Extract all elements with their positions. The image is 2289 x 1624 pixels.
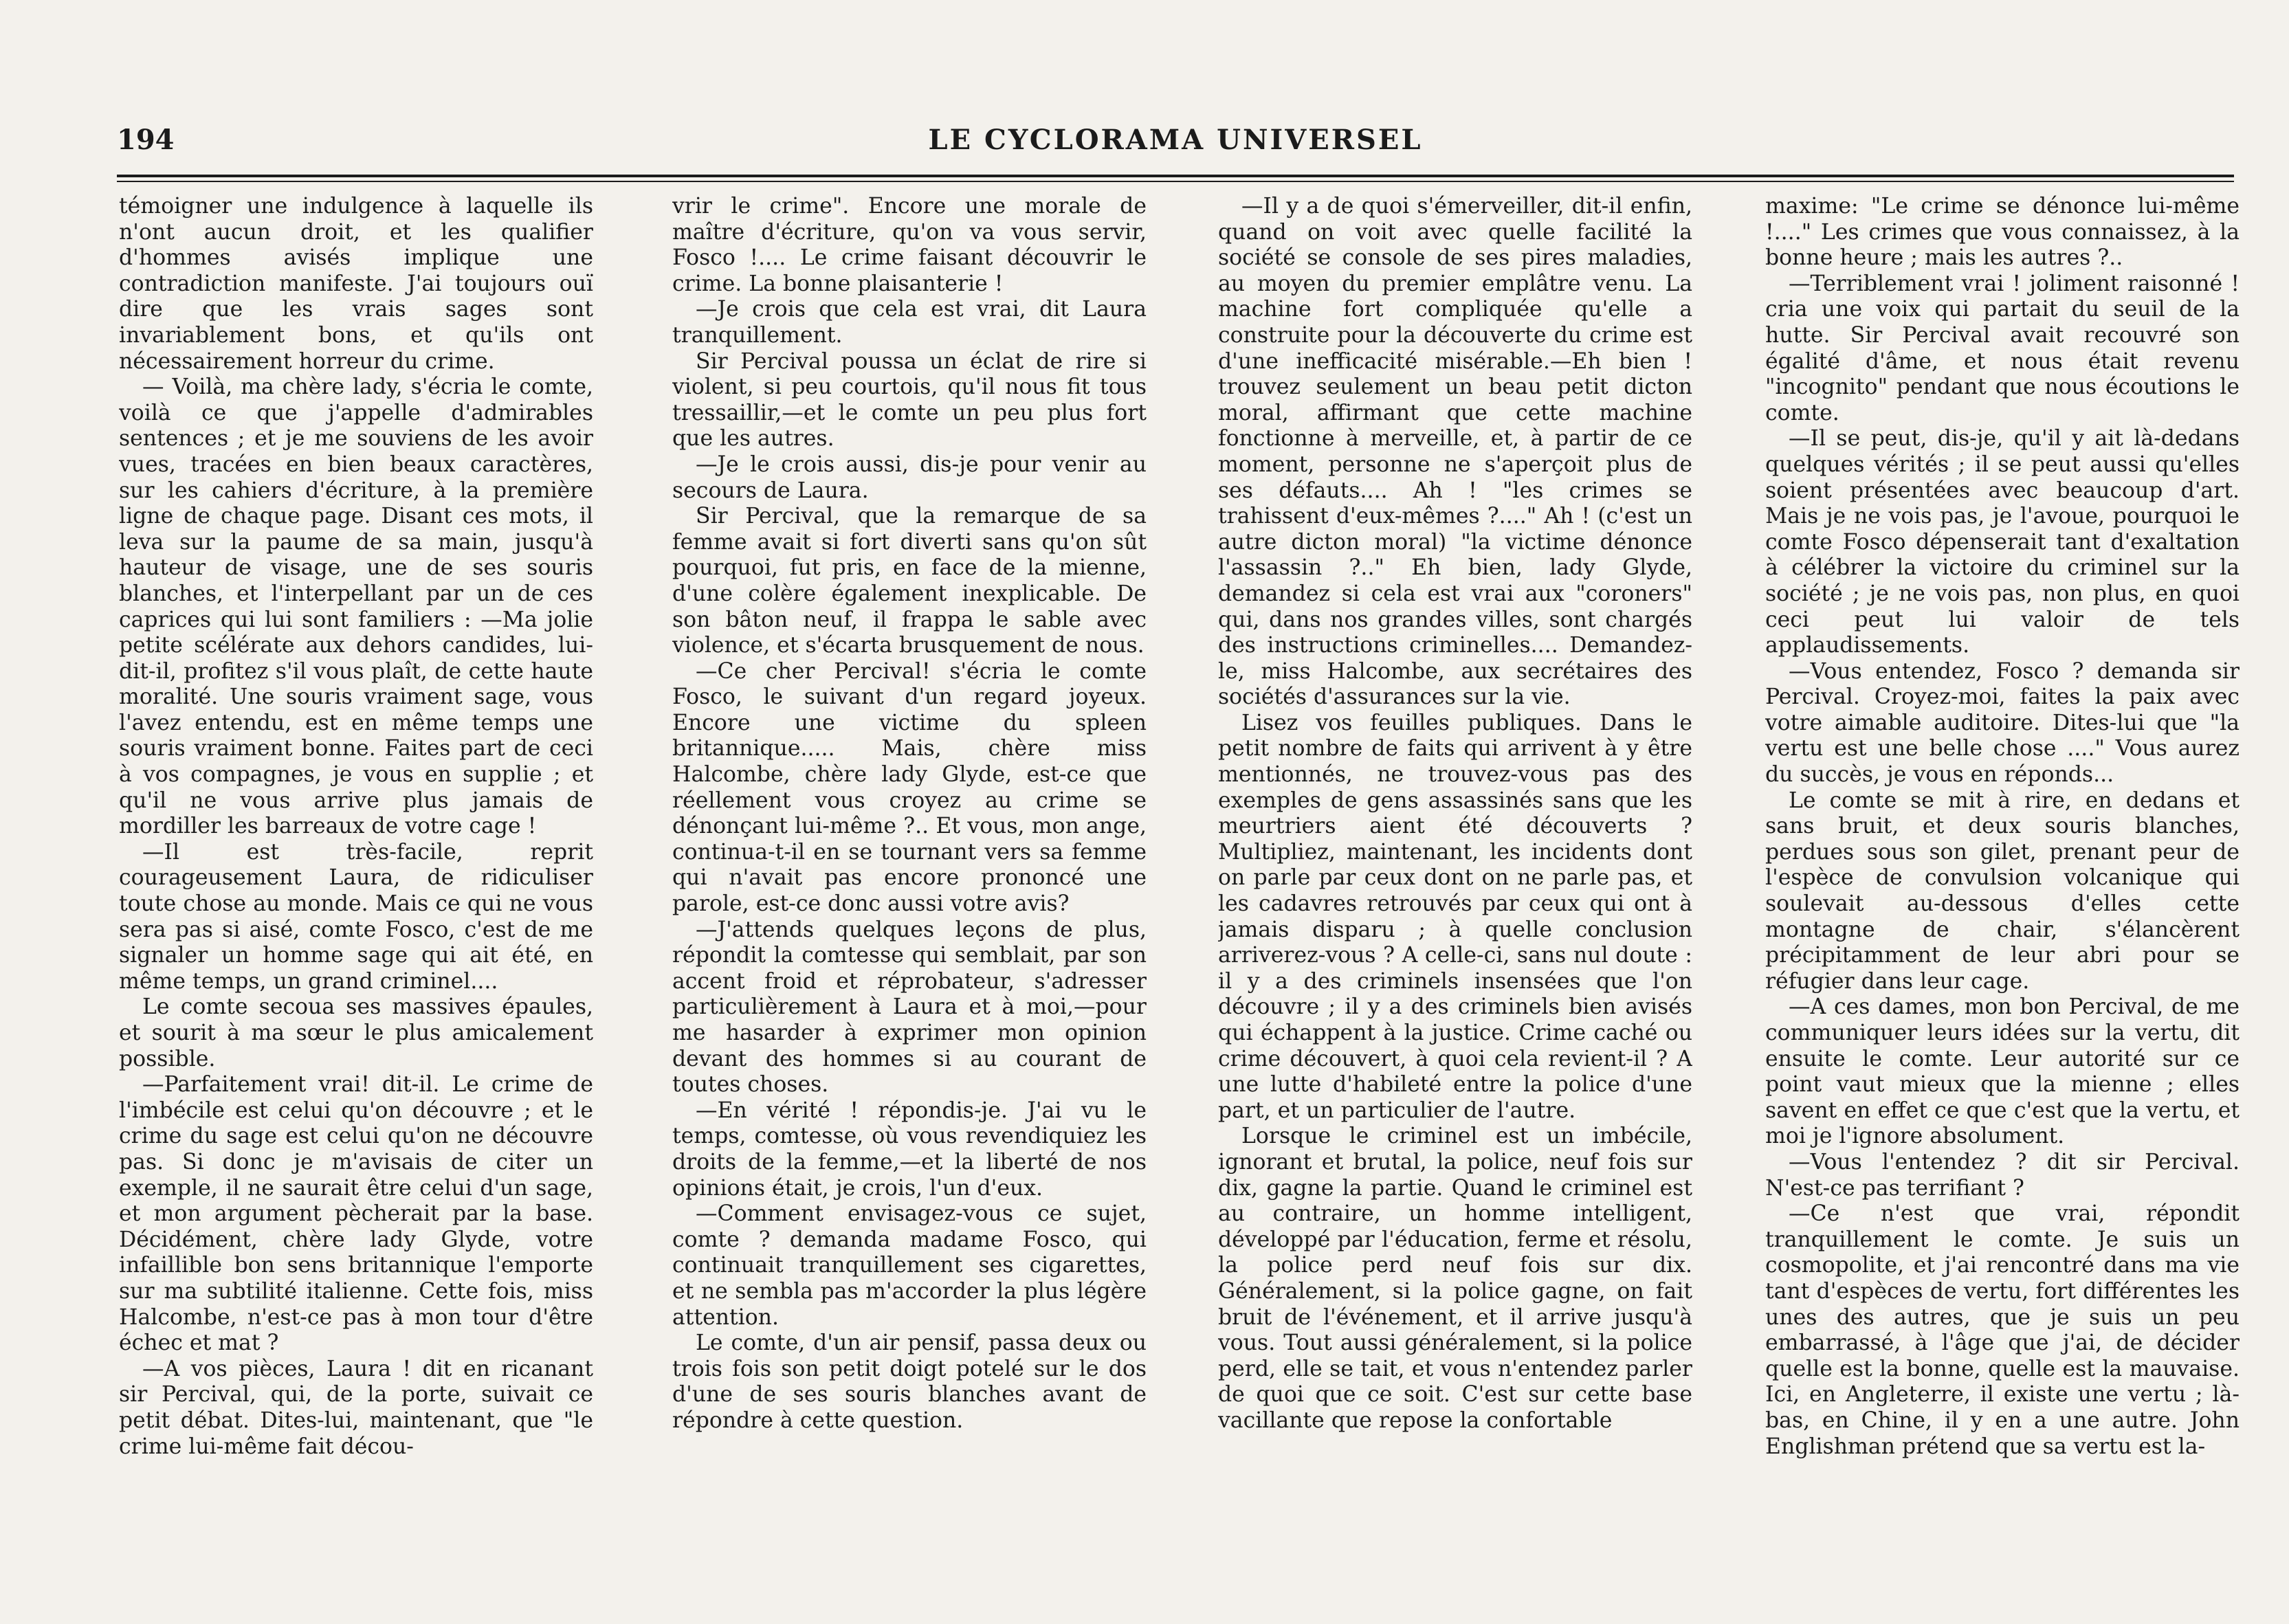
paragraph: maxime: "Le crime se dénonce lui-même !...." Les crimes que vous connaissez, à la bonne heure ; mais les autres ?.. <box>1765 194 2240 271</box>
paragraph: —En vérité ! répondis-je. J'ai vu le temps, comtesse, où vous revendiquiez les droits de la femme,—et la liberté de nos opinions était, je crois, l'un d'eux. <box>672 1098 1147 1201</box>
header-rule-thick <box>117 175 2234 177</box>
paragraph: —Je le crois aussi, dis-je pour venir au secours de Laura. <box>672 452 1147 503</box>
paragraph: —A ces dames, mon bon Percival, de me communiquer leurs idées sur la vertu, dit ensuite le comte. Leur autorité sur ce point vaut mieux que la mienne ; elles savent en effet ce que c'est que la vertu, et moi je l'ignore absolument. <box>1765 994 2240 1149</box>
paragraph: —Vous entendez, Fosco ? demanda sir Percival. Croyez-moi, faites la paix avec votre aimable auditoire. Dites-lui que "la vertu est une belle chose ...." Vous aurez du succès, je vous en réponds... <box>1765 658 2240 788</box>
paragraph: —Ce cher Percival! s'écria le comte Fosco, le suivant d'un regard joyeux. Encore une victime du spleen britannique..... Mais, chère miss Halcombe, chère lady Glyde, est-ce que réellement vous croyez au crime se dénonçant lui-même ?.. Et vous, mon ange, continua-t-il en se tournant vers sa femme qui n'avait pas encore prononcé une parole, est-ce donc aussi votre avis? <box>672 658 1147 917</box>
paragraph: Le comte, d'un air pensif, passa deux ou trois fois son petit doigt potelé sur le dos d'une de ses souris blanches avant de répondre à cette question. <box>672 1331 1147 1433</box>
paragraph: Lisez vos feuilles publiques. Dans le petit nombre de faits qui arrivent à y être mentionnés, ne trouvez-vous pas des exemples de gens assassinés sans que les meurtriers aient été découverts ? Multipliez, maintenant, les incidents dont on parle par ceux dont on ne parle pas, et les cadavres retrouvés par ceux qui ont à jamais disparu ; à quelle conclusion arriverez-vous ? A celle-ci, sans nul doute : il y a des criminels insensées que l'on découvre ; il y a des criminels bien avisés qui échappent à la justice. Crime caché ou crime découvert, à quoi cela revient-il ? A une lutte d'habileté entre la police d'une part, et un particulier de l'autre. <box>1218 710 1692 1123</box>
paragraph: —Vous l'entendez ? dit sir Percival. N'est-ce pas terrifiant ? <box>1765 1149 2240 1201</box>
paragraph: Sir Percival, que la remarque de sa femme avait si fort diverti sans qu'on sût pourquoi, fut pris, en face de la mienne, d'une colère également inexplicable. De son bâton neuf, il frappa le sable avec violence, et s'écarta brusquement de nous. <box>672 504 1147 658</box>
page-number: 194 <box>117 124 175 156</box>
paragraph: —Terriblement vrai ! joliment raisonné ! cria une voix qui partait du seuil de la hutte. Sir Percival avait recouvré son égalité d'âme, et nous était revenu "incognito" pendant que nous écoutions le comte. <box>1765 271 2240 425</box>
text-column-3 <box>1218 194 1692 1486</box>
paragraph: —Comment envisagez-vous ce sujet, comte ? demanda madame Fosco, qui continuait tranquillement ses cigarettes, et ne sembla pas m'accorder la plus légère attention. <box>672 1201 1147 1330</box>
paragraph: Sir Percival poussa un éclat de rire si violent, si peu courtois, qu'il nous fit tous tressaillir,—et le comte un peu plus fort que les autres. <box>672 348 1147 452</box>
paragraph: —Il est très-facile, reprit courageusement Laura, de ridiculiser toute chose au monde. Mais ce qui ne vous sera pas si aisé, comte Fosco, c'est de me signaler un homme sage qui ait été, en même temps, un grand criminel.... <box>119 839 593 994</box>
text-column-4 <box>1765 194 2240 1486</box>
paragraph: —A vos pièces, Laura ! dit en ricanant sir Percival, qui, de la porte, suivait ce petit débat. Dites-lui, maintenant, que "le crime lui-même fait décou- <box>119 1356 593 1459</box>
paragraph: — Voilà, ma chère lady, s'écria le comte, voilà ce que j'appelle d'admirables sentences ; et je me souviens de les avoir vues, tracées en bien beaux caractères, sur les cahiers d'écriture, à la première ligne de chaque page. Disant ces mots, il leva sur la paume de sa main, jusqu'à hauteur de visage, une de ses souris blanches, et l'interpellant par un de ces caprices qui lui sont familiers : —Ma jolie petite scélérate aux dehors candides, lui-dit-il, profitez s'il vous plaît, de cette haute moralité. Une souris vraiment sage, vous l'avez entendu, est en même temps une souris vraiment bonne. Faites part de ceci à vos compagnes, je vous en supplie ; et qu'il ne vous arrive plus jamais de mordiller les barreaux de votre cage ! <box>119 375 593 839</box>
paragraph: Le comte se mit à rire, en dedans et sans bruit, et deux souris blanches, perdues sous son gilet, prenant peur de l'espèce de convulsion volcanique qui soulevait au-dessous d'elles cette montagne de chair, s'élancèrent précipitamment de leur abri pour se réfugier dans leur cage. <box>1765 788 2240 994</box>
paragraph: Lorsque le criminel est un imbécile, ignorant et brutal, la police, neuf fois sur dix, gagne la partie. Quand le criminel est au contraire, un homme intelligent, développé par l'éducation, ferme et résolu, la police perd neuf fois sur dix. Généralement, si la police gagne, on fait bruit de l'événement, et il arrive jusqu'à vous. Tout aussi généralement, si la police perd, elle se tait, et vous n'entendez parler de quoi que ce soit. C'est sur cette base vacillante que repose la confortable <box>1218 1124 1692 1433</box>
header-rule-thin <box>117 181 2234 182</box>
paragraph: —Il y a de quoi s'émerveiller, dit-il enfin, quand on voit avec quelle facilité la société se console de ses pires maladies, au moyen du premier emplâtre venu. La machine fort compliquée qu'elle a construite pour la découverte du crime est d'une inefficacité misérable.—Eh bien ! trouvez seulement un beau petit dicton moral, affirmant que cette machine fonctionne à merveille, et, à partir de ce moment, personne ne s'aperçoit plus de ses défauts.... Ah ! "les crimes se trahissent d'eux-mêmes ?...." Ah ! (c'est un autre dicton moral) "la victime dénonce l'assassin ?.." Eh bien, lady Glyde, demandez si cela est vrai aux "coroners" qui, dans nos grandes villes, sont chargés des instructions criminelles.... Demandez-le, miss Halcombe, aux secrétaires des sociétés d'assurances sur la vie. <box>1218 194 1692 710</box>
page-header <box>117 124 2234 165</box>
paragraph: —J'attends quelques leçons de plus, répondit la comtesse qui semblait, par son accent froid et réprobateur, s'adresser particulièrement à Laura et à moi,—pour me hasarder à exprimer mon opinion devant des hommes si au courant de toutes choses. <box>672 917 1147 1098</box>
paragraph: témoigner une indulgence à laquelle ils n'ont aucun droit, et les qualifier d'hommes avisés implique une contradiction manifeste. J'ai toujours ouï dire que les vrais sages sont invariablement bons, et qu'ils ont nécessairement horreur du crime. <box>119 194 593 374</box>
running-title: LE CYCLORAMA UNIVERSEL <box>928 124 1423 156</box>
paragraph: —Ce n'est que vrai, répondit tranquillement le comte. Je suis un cosmopolite, et j'ai rencontré dans ma vie tant d'espèces de vertu, fort différentes les unes des autres, que je suis un peu embarrassé, à l'âge que j'ai, de décider quelle est la bonne, quelle est la mauvaise. Ici, en Angleterre, il existe une vertu ; là-bas, en Chine, il y en a une autre. John Englishman prétend que sa vertu est la- <box>1765 1201 2240 1459</box>
paragraph: Le comte secoua ses massives épaules, et sourit à ma sœur le plus amicalement possible. <box>119 994 593 1071</box>
paragraph: vrir le crime". Encore une morale de maître d'écriture, qu'on va vous servir, Fosco !.... Le crime faisant découvrir le crime. La bonne plaisanterie ! <box>672 194 1147 296</box>
text-column-2 <box>672 194 1147 1486</box>
paragraph: —Je crois que cela est vrai, dit Laura tranquillement. <box>672 297 1147 348</box>
paragraph: —Parfaitement vrai! dit-il. Le crime de l'imbécile est celui qu'on découvre ; et le crime du sage est celui qu'on ne découvre pas. Si donc je m'avisais de citer un exemple, il ne saurait être celui d'un sage, et mon argument pècherait par la base. Décidément, chère lady Glyde, votre infaillible bon sens britannique l'emporte sur ma subtilité italienne. Cette fois, miss Halcombe, n'est-ce pas à mon tour d'être échec et mat ? <box>119 1072 593 1356</box>
paragraph: —Il se peut, dis-je, qu'il y ait là-dedans quelques vérités ; il se peut aussi qu'elles soient présentées avec beaucoup d'art. Mais je ne vois pas, je l'avoue, pourquoi le comte Fosco dépenserait tant d'exaltation à célébrer la victoire du criminel sur la société ; je ne vois pas, non plus, en quoi ceci peut lui valoir de tels applaudissements. <box>1765 426 2240 658</box>
text-column-1 <box>119 194 593 1486</box>
